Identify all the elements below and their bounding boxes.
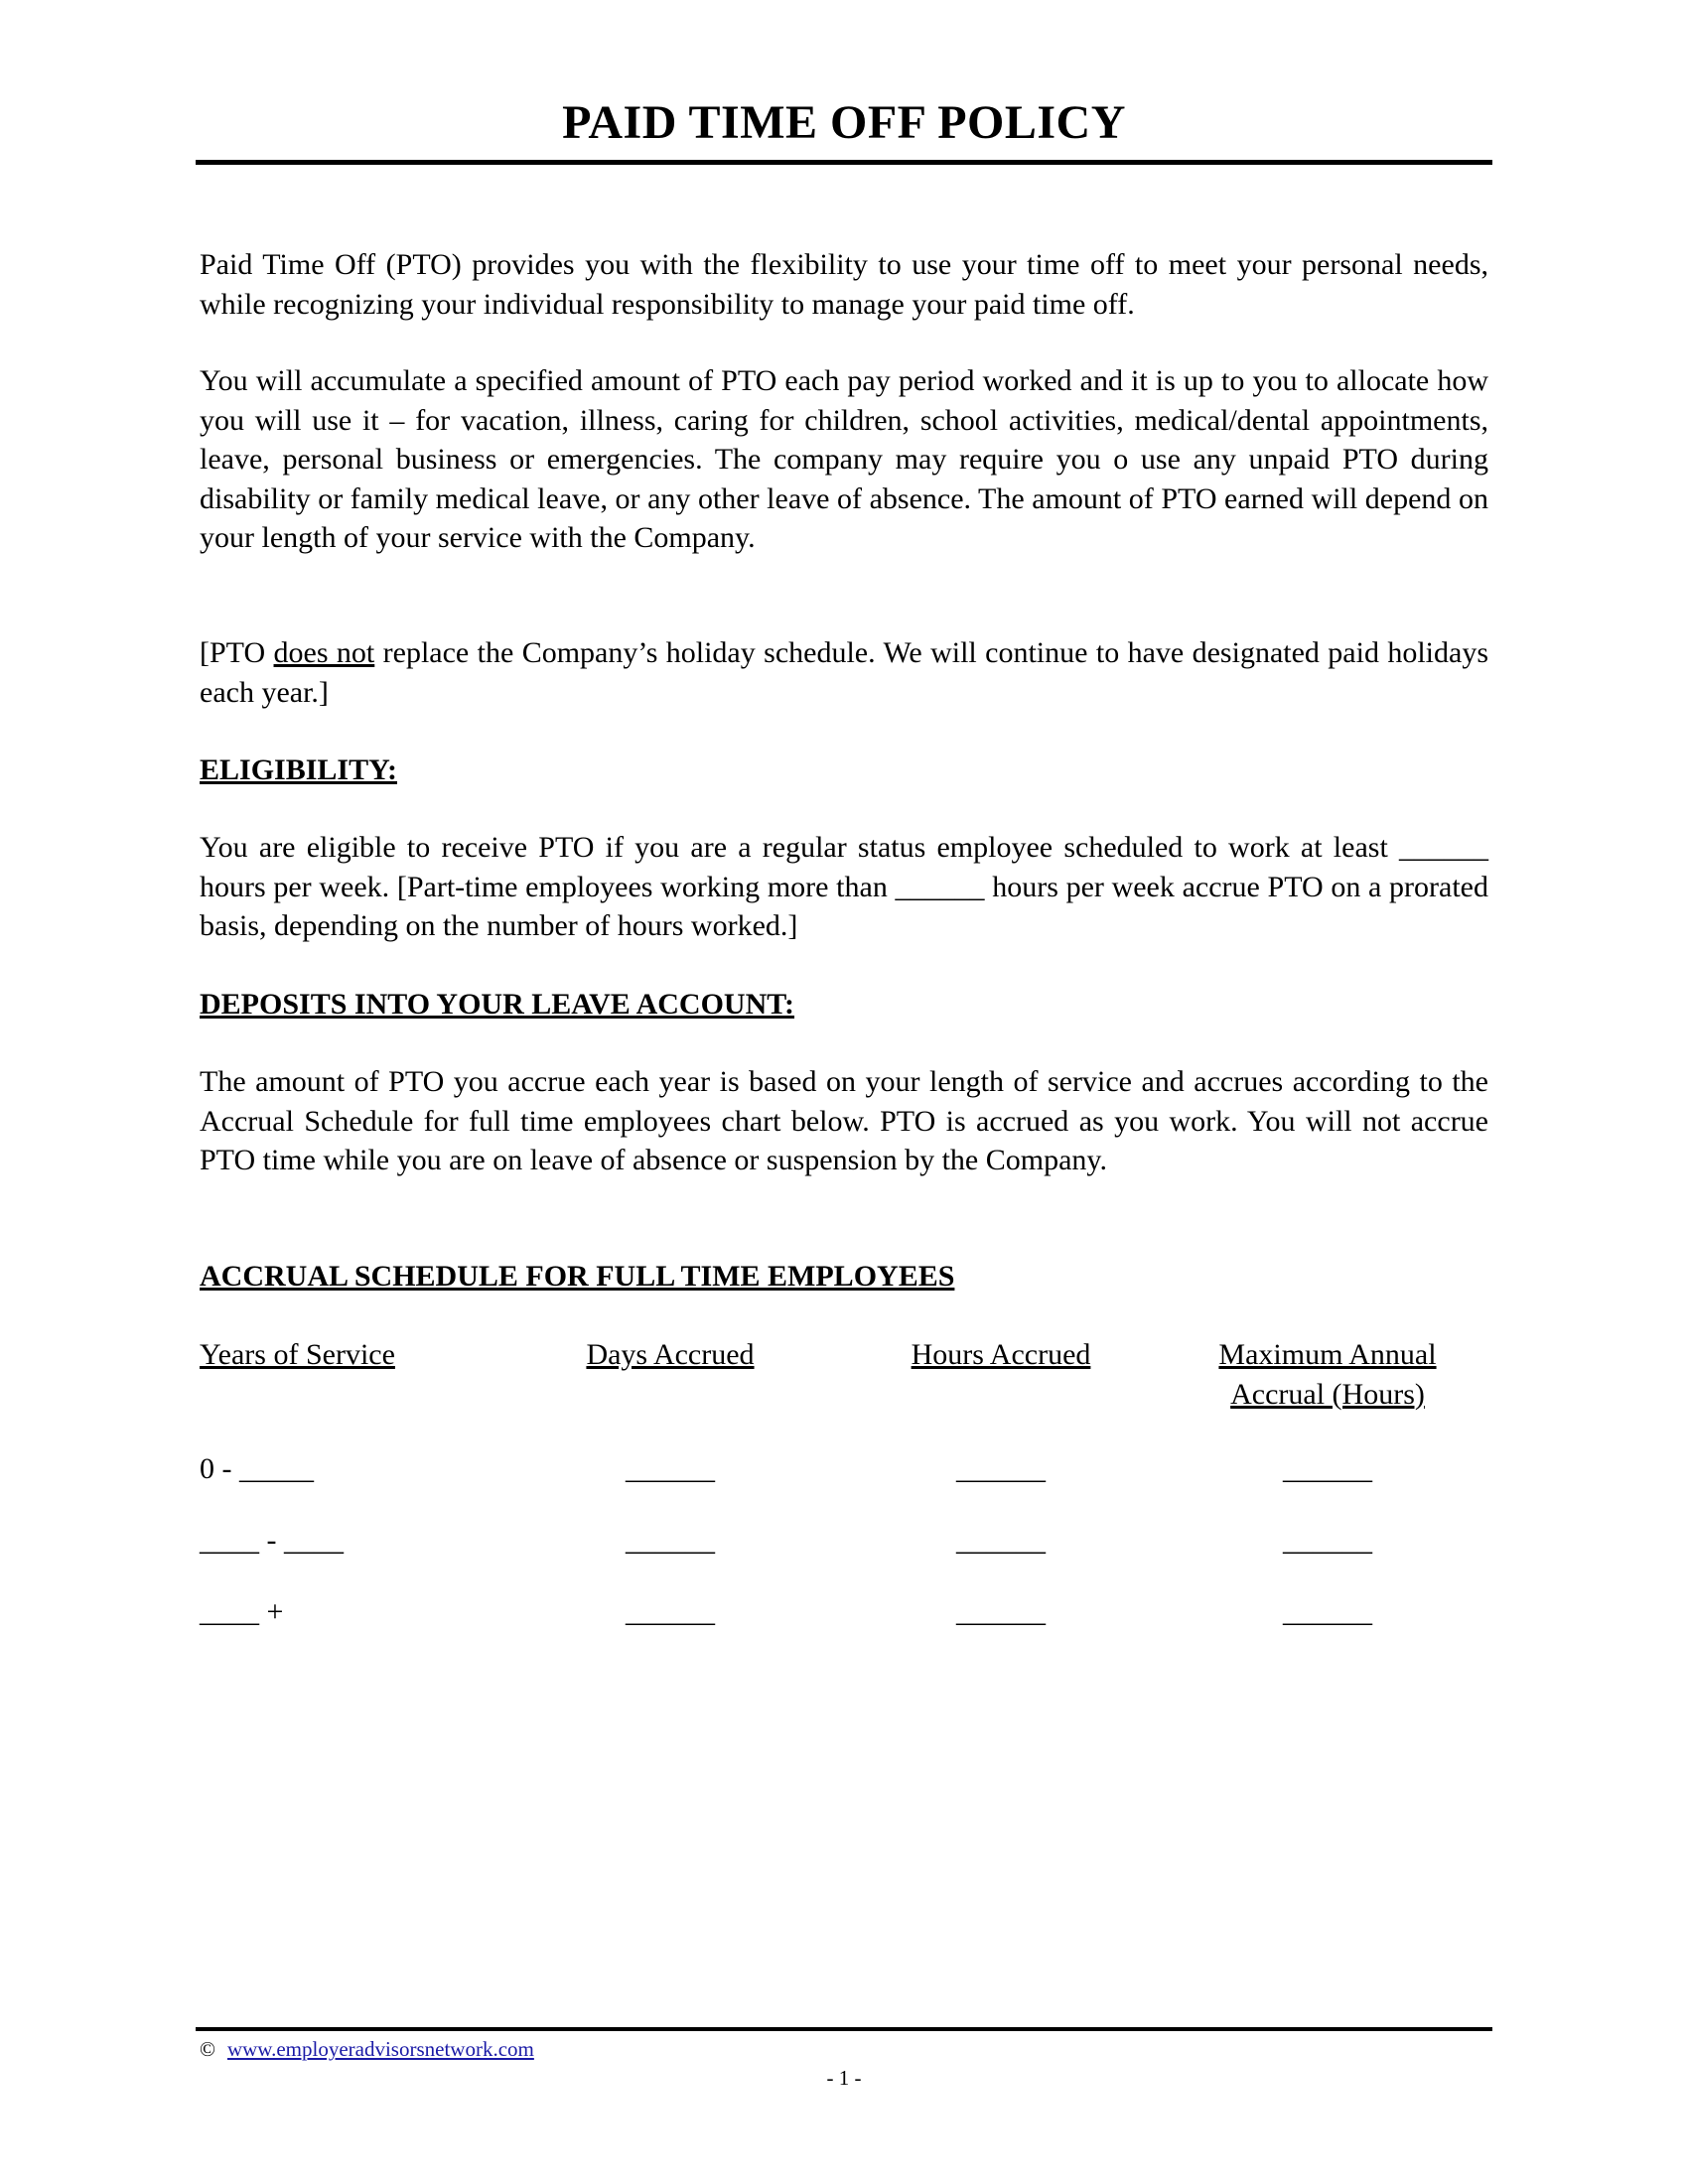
holiday-note-emphasis: does not (273, 636, 375, 669)
page-title: PAID TIME OFF POLICY (562, 96, 1126, 149)
table-row-1-years: 0 - _____ (200, 1452, 314, 1485)
footer-website-link[interactable]: www.employeradvisorsnetwork.com (226, 2037, 534, 2061)
intro-paragraph: Paid Time Off (PTO) provides you with the flexibility to use your time off to meet your personal needs, while recognizing your individual responsibility to manage your paid time off. (200, 248, 1488, 321)
column-header-max-line2: Accrual (Hours) (1230, 1377, 1425, 1411)
column-header-max-line1: Maximum Annual (1218, 1338, 1437, 1371)
table-row-1-max: ______ (1283, 1452, 1372, 1485)
holiday-note-part1: [PTO (200, 636, 274, 669)
footer-rule (196, 2027, 1492, 2031)
eligibility-paragraph: You are eligible to receive PTO if you are a regular status employee scheduled to work at least ______ hours per week. [Part-time employees working more than ______ hours per week accrue PTO on a prorated basis, depending on the number of hours worked.] (200, 831, 1488, 942)
copyright-icon: © (200, 2037, 215, 2061)
table-row-3-max: ______ (1283, 1595, 1372, 1628)
page-number: - 1 - (826, 2066, 862, 2090)
table-row-2-hours: ______ (956, 1524, 1046, 1557)
table-row-2-years: ____ - ____ (200, 1524, 344, 1557)
table-row-2-max: ______ (1283, 1524, 1372, 1557)
holiday-note-paragraph (200, 633, 1488, 712)
deposits-paragraph: The amount of PTO you accrue each year is based on your length of service and accrues according to the Accrual Schedule for full time employees chart below. PTO is accrued as you work. You will not accrue PTO time while you are on leave of absence or suspension by the Company. (200, 1065, 1488, 1176)
table-row-2-days: ______ (626, 1524, 715, 1557)
footer-copyright (200, 2036, 534, 2062)
column-header-years-of-service: Years of Service (200, 1338, 395, 1371)
table-row-1-days: ______ (626, 1452, 715, 1485)
table-row-3-hours: ______ (956, 1595, 1046, 1628)
column-header-maximum-annual-accrual (1184, 1335, 1472, 1414)
table-row-1-hours: ______ (956, 1452, 1046, 1485)
holiday-note-part2: replace the Company’s holiday schedule. We will continue to have designated paid holidays each year.] (200, 636, 1489, 709)
eligibility-heading: ELIGIBILITY: (200, 753, 397, 786)
accrual-schedule-heading: ACCRUAL SCHEDULE FOR FULL TIME EMPLOYEES (200, 1260, 955, 1293)
column-header-days-accrued: Days Accrued (586, 1338, 755, 1371)
table-row-3-years: ____ + (200, 1595, 284, 1628)
deposits-heading: DEPOSITS INTO YOUR LEAVE ACCOUNT: (200, 988, 795, 1021)
accumulate-paragraph: You will accumulate a specified amount of PTO each pay period worked and it is up to you to allocate how you will use it – for vacation, illness, caring for children, school activities, medical/dental appointments, leave, personal business or emergencies. The company may require you o use any unpaid PTO during disability or family medical leave, or any other leave of absence. The amount of PTO earned will depend on your length of your service with the Company. (200, 364, 1488, 554)
title-rule (196, 160, 1492, 165)
table-row-3-days: ______ (626, 1595, 715, 1628)
column-header-hours-accrued: Hours Accrued (911, 1338, 1091, 1371)
